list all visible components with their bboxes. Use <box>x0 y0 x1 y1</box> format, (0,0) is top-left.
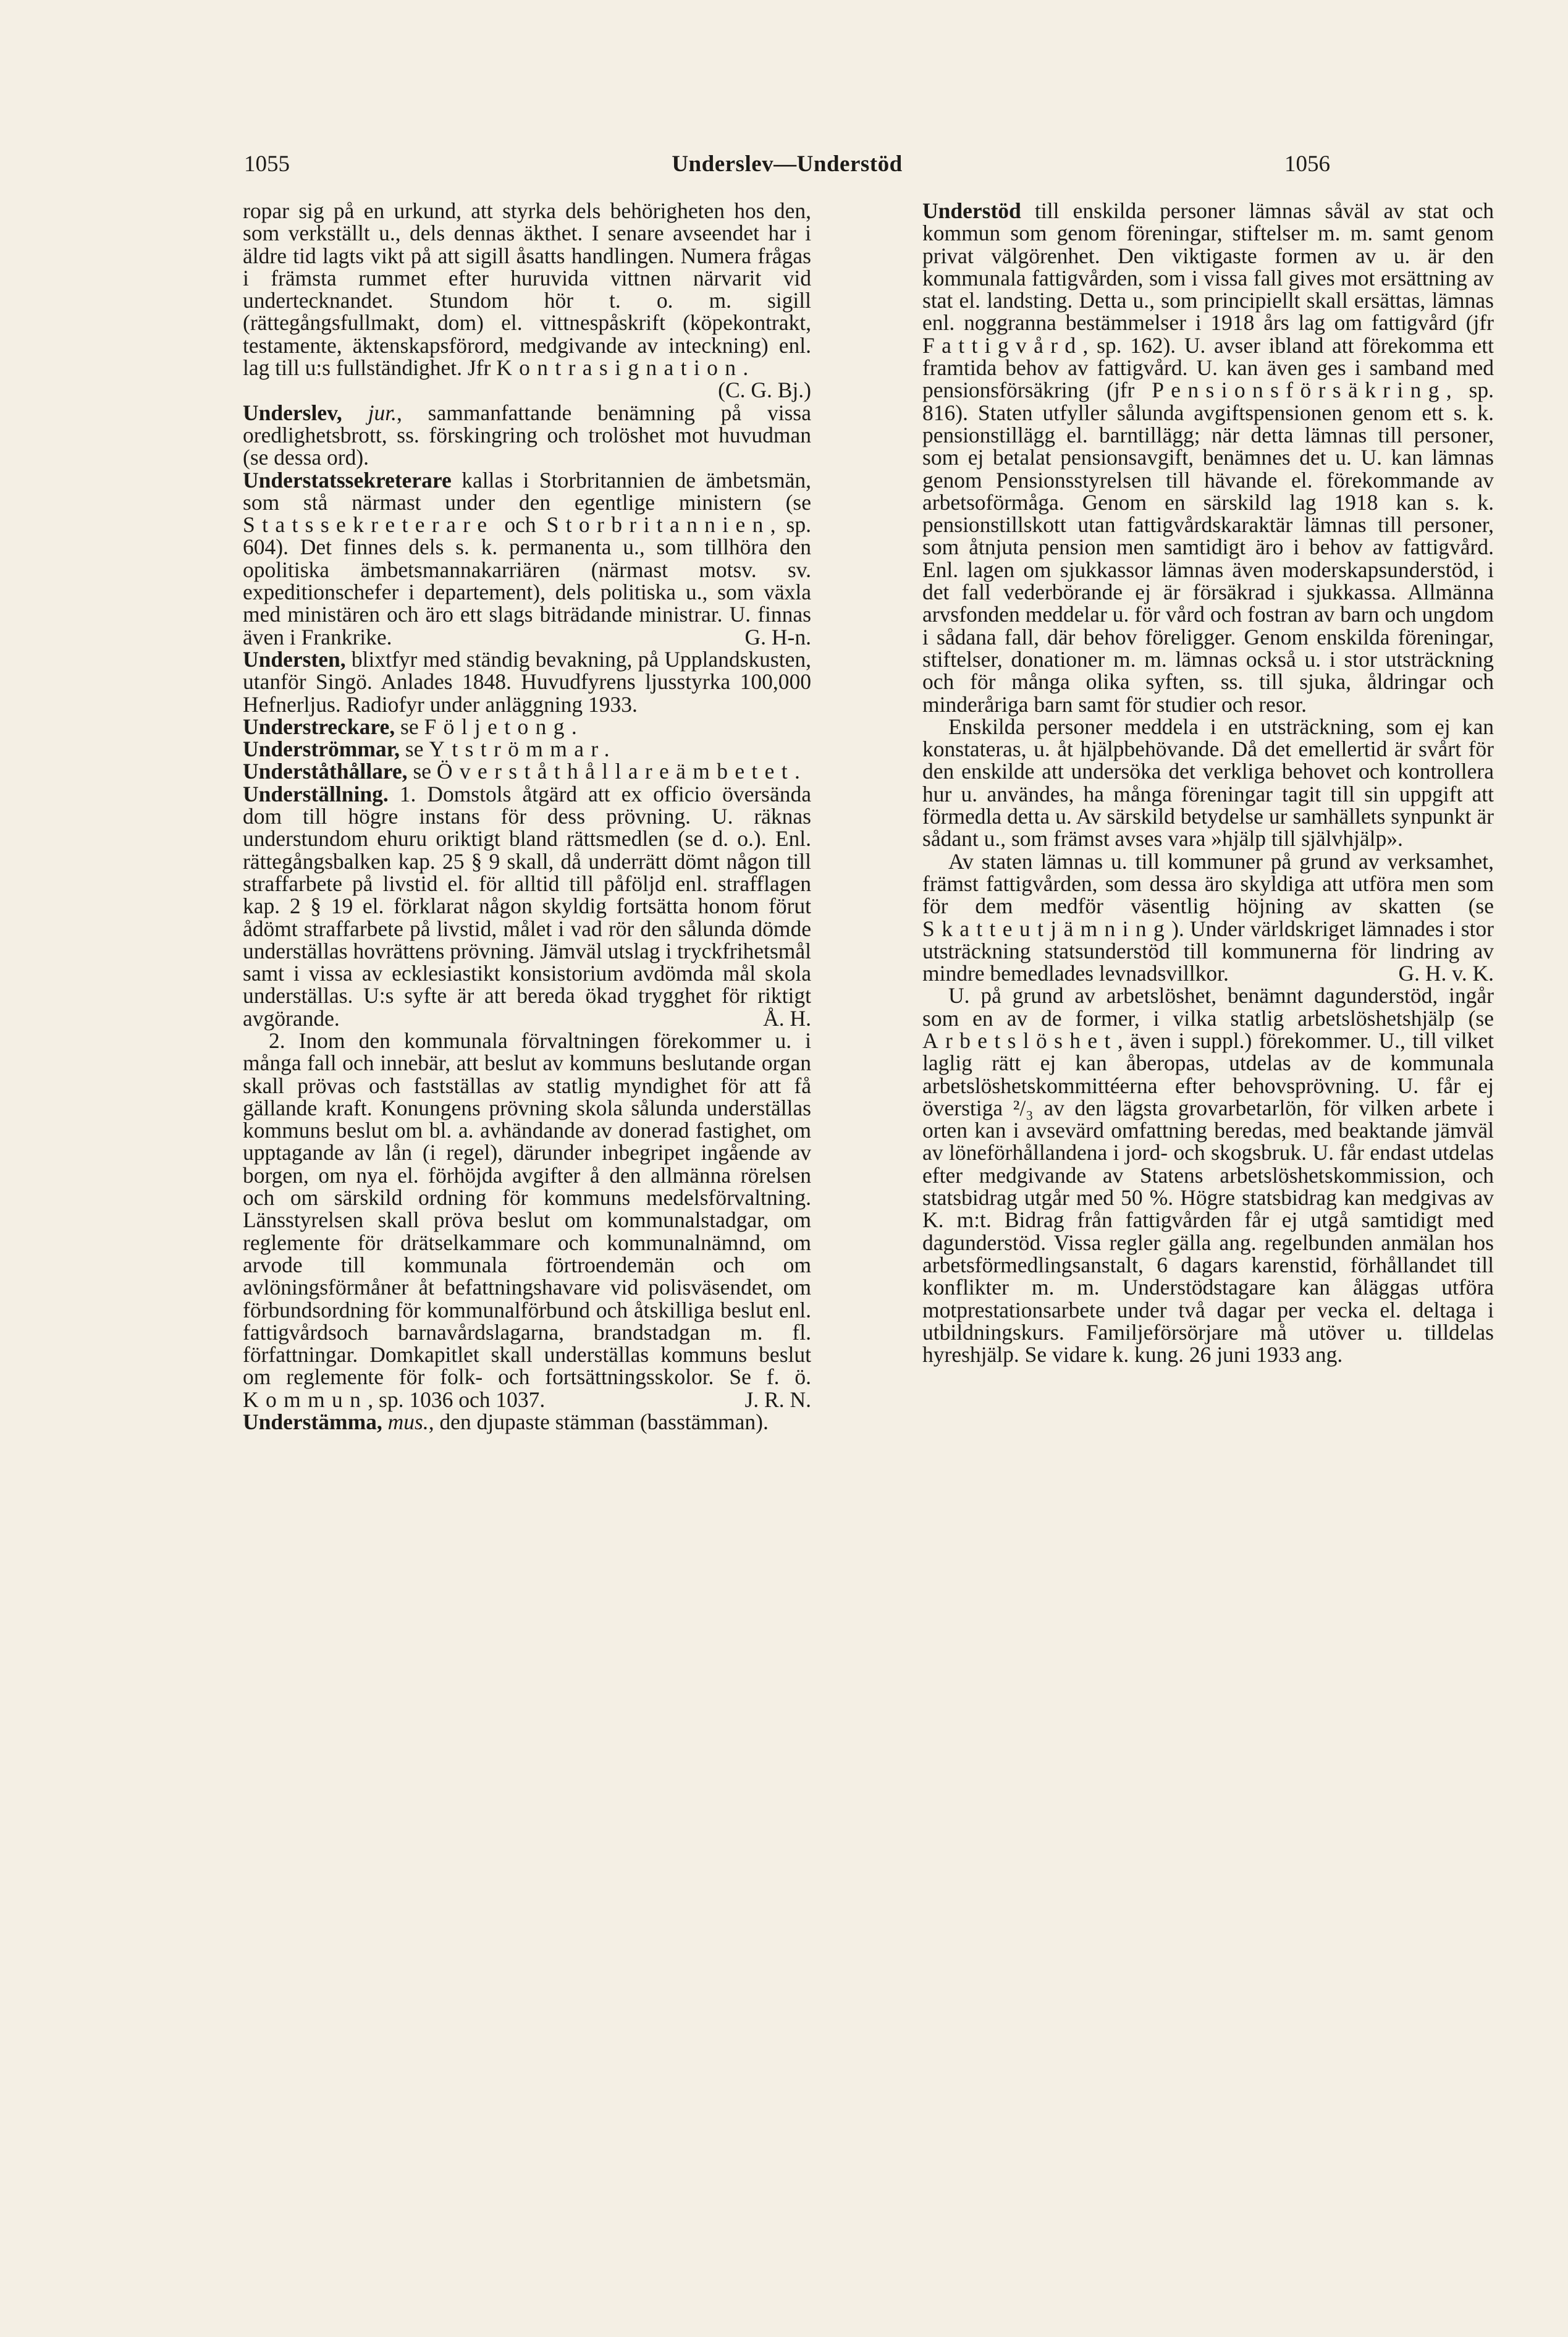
running-title: Underslev—Understöd <box>672 151 903 177</box>
entry-understatssekreterare <box>243 469 811 648</box>
entry-understod-unemployment <box>922 984 1494 1366</box>
cross-reference: Kommun <box>243 1387 368 1412</box>
entry-text: 1. Domstols åtgärd att ex officio översända dom till högre instans för dess prövning. U. räknas understundom ehuru oriktigt bland rättsmedlen (se d. o.). Enl. rättegångsbalken kap. 25 § 9 skall, då underrätt dömt någon till straffarbete på livstid el. för alltid till påföljd enl. strafflagen kap. 2 § 19 el. förklarat någon skyldig fortsätta honom förut ådömt straffarbete på livstid, målet i vad rör den sålunda dömde underställas hovrättens prövning. Jämväl utslag i tryckfrihetsmål samt i vissa av ecklesiastikt konsistorium avdömda mål skola underställas. U:s syfte är att bereda ökad trygghet för riktigt avgörande. <box>243 781 811 1031</box>
subject-abbrev: jur. <box>368 400 397 425</box>
entry-text: Enskilda personer meddela i en utsträckning, som ej kan konstateras, u. åt hjälpbehövande. Då det emellertid är svårt för den enskilde att undersöka det verkliga behovet och kontrollera hur u. användes, ha många föreningar tagit till sin uppgift att förmedla detta u. Av särskild betydelse ur samhällets synpunkt är sådant u., som främst avses vara »hjälp till självhjälp». <box>922 714 1494 852</box>
entry-text: kallas i Storbritannien de ämbetsmän, som stå närmast under den egentlige ministern (se <box>243 467 811 515</box>
headword: Understreckare, <box>243 714 395 739</box>
headword: Underställning. <box>243 781 389 806</box>
entry-text: , sp. 604). Det finnes dels s. k. permanenta u., som tillhöra den opolitiska ämbetsmannakarriären (närmast motsv. sv. expeditionschefer i departement), dels politiska u., som växla med ministären och äro ett slags biträdande ministrar. U. finnas även i Frankrike. <box>243 512 811 649</box>
entry-understallning <box>243 783 811 1029</box>
running-head <box>244 151 1330 188</box>
cross-reference: Fattigvård <box>922 332 1083 358</box>
entry-understreckare <box>243 716 811 738</box>
entry-text: ropar sig på en urkund, att styrka dels behörigheten hos den, som verkställt u., dels dennas äkthet. I senare avseendet har i äldre tid lagts vikt på att sigill åsatts handlingen. Numera frågas i främsta rummet efter huruvida vittnen närvarit vid undertecknandet. Stundom hör t. o. m. sigill (rättegångsfullmakt, dom) el. vittnespåskrift (köpekontrakt, testamente, äktenskapsförord, medgivande av inteckning) enl. lag till u:s fullständighet. Jfr <box>243 198 811 381</box>
cross-reference: Följetong. <box>424 714 584 739</box>
left-column <box>243 200 811 1433</box>
entry-text: till enskilda personer lämnas såväl av stat och kommun som genom föreningar, stiftelser m. m. samt genom privat välgörenhet. Den viktigaste formen av u. är den kommunala fattigvården, som i vissa fall gives mot ersättning av stat el. landsting. Detta u., som principiellt skall ersättas, lämnas enl. noggranna bestämmelser i 1918 års lag om fattigvård (jfr <box>922 198 1494 336</box>
headword: Understöd <box>922 198 1021 223</box>
page-number-right: 1056 <box>1284 151 1330 177</box>
entry-text: Av staten lämnas u. till kommuner på grund av verksamhet, främst fattigvården, som dessa äro skyldiga att utföra men som för dem medför väsentlig höjning av skatten (se <box>922 848 1494 919</box>
headword: Underslev, <box>243 400 342 425</box>
cross-reference: Pensionsförsäkring <box>1152 378 1446 403</box>
headword: Understen, <box>243 646 346 672</box>
entry-understamma <box>243 1411 811 1433</box>
entry-text: 2. Inom den kommunala förvaltningen förekommer u. i många fall och innebär, att beslut av kommuns beslutande organ skall prövas och fastställas av statlig myndighet för att få gällande kraft. Konungens prövning skola sålunda underställas kommuns beslut om bl. a. avhändande av donerad fastighet, om upptagande av lån (i regel), därunder inbegripet ingående av borgen, om nya el. förhöjda avgifter å den allmänna rörelsen och om särskild ordning för kommuns medelsförvaltning. Länsstyrelsen skall pröva beslut om kommunalstadgar, om reglemente för drätselkammare och kommunalnämnd, om arvode till kommunala förtroendemän och om avlöningsförmåner åt befattningshavare vid polisväsendet, om förbundsordning för kommunalförbund och åtskilliga beslut enl. fattigvårdsoch barnavårdslagarna, brandstadgan m. fl. författningar. Domkapitlet skall underställas kommuns beslut om reglemente för folk- och fortsättningsskolor. Se f. ö. <box>243 1028 811 1390</box>
subject-abbrev: mus. <box>387 1409 429 1435</box>
cross-reference: Ytströmmar. <box>429 737 617 762</box>
cross-reference: Skatteutjämning <box>922 916 1172 941</box>
author-signature: Å. H. <box>763 1005 811 1031</box>
headword: Underståthållare, <box>243 759 408 784</box>
entry-understrommar <box>243 738 811 760</box>
cross-reference: Kontrasignation. <box>496 355 756 381</box>
entry-text: se <box>407 759 437 784</box>
entry-text: , sp. 816). Staten utfyller sålunda avgiftspensionen genom ett s. k. pensionstillägg el. barntillägg; när detta lämnas till personer, som ej betalat pensionsavgift, benämnes det u. U. kan lämnas genom Pensionsstyrelsen till hävande el. förekommande av arbetsoförmåga. Genom en särskild lag 1918 kan s. k. pensionstillskott utan fattigvårdskaraktär lämnas till personer, som åtnjuta pension men samtidigt äro i behov av fattigvård. Enl. lagen om sjukkassor lämnas även moderskapsunderstöd, i det fall vederbörande ej är försäkrad i sjukkassa. Allmänna arvsfonden meddelar u. för vård och fostran av barn och ungdom i sådana fall, där behov föreligger. Genom enskilda föreningar, stiftelser, donationer m. m. lämnas också u. i stor utsträckning och för många olika syften, ss. till sjuka, åldringar och minderåriga barn samt för studier och resor. <box>922 378 1494 717</box>
author-signature: J. R. N. <box>744 1387 811 1412</box>
entry-text: , sp. 162). U. avser ibland att förekomma ett framtida behov av fattigvård. U. kan även ges i samband med pensionsförsäkring (jfr <box>922 332 1494 403</box>
entry-continuation <box>243 198 811 403</box>
entry-text: U. på grund av arbetslöshet, benämnt dagunderstöd, ingår som en av de former, i vilka statlig arbetslöshetshjälp (se <box>922 983 1494 1031</box>
entry-understathallare <box>243 760 811 782</box>
headword: Understatssekreterare <box>243 467 452 492</box>
page-number-left: 1055 <box>244 151 290 177</box>
entry-understod-private <box>922 716 1494 850</box>
entry-understod-state <box>922 850 1494 985</box>
author-signature: G. H-n. <box>744 624 811 649</box>
headword: Understämma, <box>243 1409 382 1435</box>
entry-text: se <box>395 714 424 739</box>
entry-underslev <box>243 402 811 469</box>
cross-reference: Arbetslöshet <box>922 1028 1118 1053</box>
entry-text: , den djupaste stämman (basstämman). <box>428 1409 769 1435</box>
entry-text: se <box>400 737 429 762</box>
entry-text: , sammanfattande benämning på vissa oredlighetsbrott, ss. förskingring och trolöshet mot huvudman (se dessa ord). <box>243 400 811 470</box>
entry-understen <box>243 648 811 716</box>
entry-text: , även i suppl.) förekommer. U., till vilket laglig rätt ej kan åberopas, utdelas av de kommunala arbetslöshetskommittéerna efter behovsprövning. U. får ej överstiga ²/₃ av den lägsta grovarbetarlön, för vilken arbete i orten kan i avsevärd omfattning beredas, med beaktande jämväl av löneförhållandena i jord- och skogsbruk. U. får endast utdelas efter medgivande av Statens arbetslöshetskommission, och statsbidrag utgår med 50 %. Högre statsbidrag kan medgivas av K. m:t. Bidrag från fattigvården får ej utgå samtidigt med dagunderstöd. Vissa regler gälla ang. regelbunden anmälan hos arbetsförmedlingsanstalt, 6 dagars karenstid, förhållandet till konflikter m. m. Understödstagare kan åläggas utföra motprestationsarbete under två dagar per vecka el. deltaga i utbildningskurs. Familjeförsörjare må utöver u. tilldelas hyreshjälp. Se vidare k. kung. 26 juni 1933 ang. <box>922 1028 1494 1367</box>
entry-text: ). Under världskriget lämnades i stor utsträckning statsunderstöd till kommunerna för lindring av mindre bemedlades levnadsvillkor. <box>922 916 1494 986</box>
entry-text: blixtfyr med ständig bevakning, på Upplandskusten, utanför Singö. Anlades 1848. Huvudfyrens ljusstyrka 100,000 Hefnerljus. Radiofyr under anläggning 1933. <box>243 646 811 717</box>
cross-reference: Statssekreterare <box>243 512 494 538</box>
entry-understod <box>922 200 1494 716</box>
entry-text: , sp. 1036 och 1037. <box>368 1387 546 1412</box>
entry-text: och <box>494 512 547 538</box>
cross-reference: Storbritannien <box>546 512 770 538</box>
entry-understallning-part2 <box>243 1029 811 1411</box>
headword: Underströmmar, <box>243 737 400 762</box>
right-column <box>922 200 1494 1366</box>
author-signature: (C. G. Bj.) <box>718 378 811 403</box>
cross-reference: Överståthållareämbetet. <box>436 759 807 784</box>
author-signature: G. H. v. K. <box>1398 961 1494 986</box>
